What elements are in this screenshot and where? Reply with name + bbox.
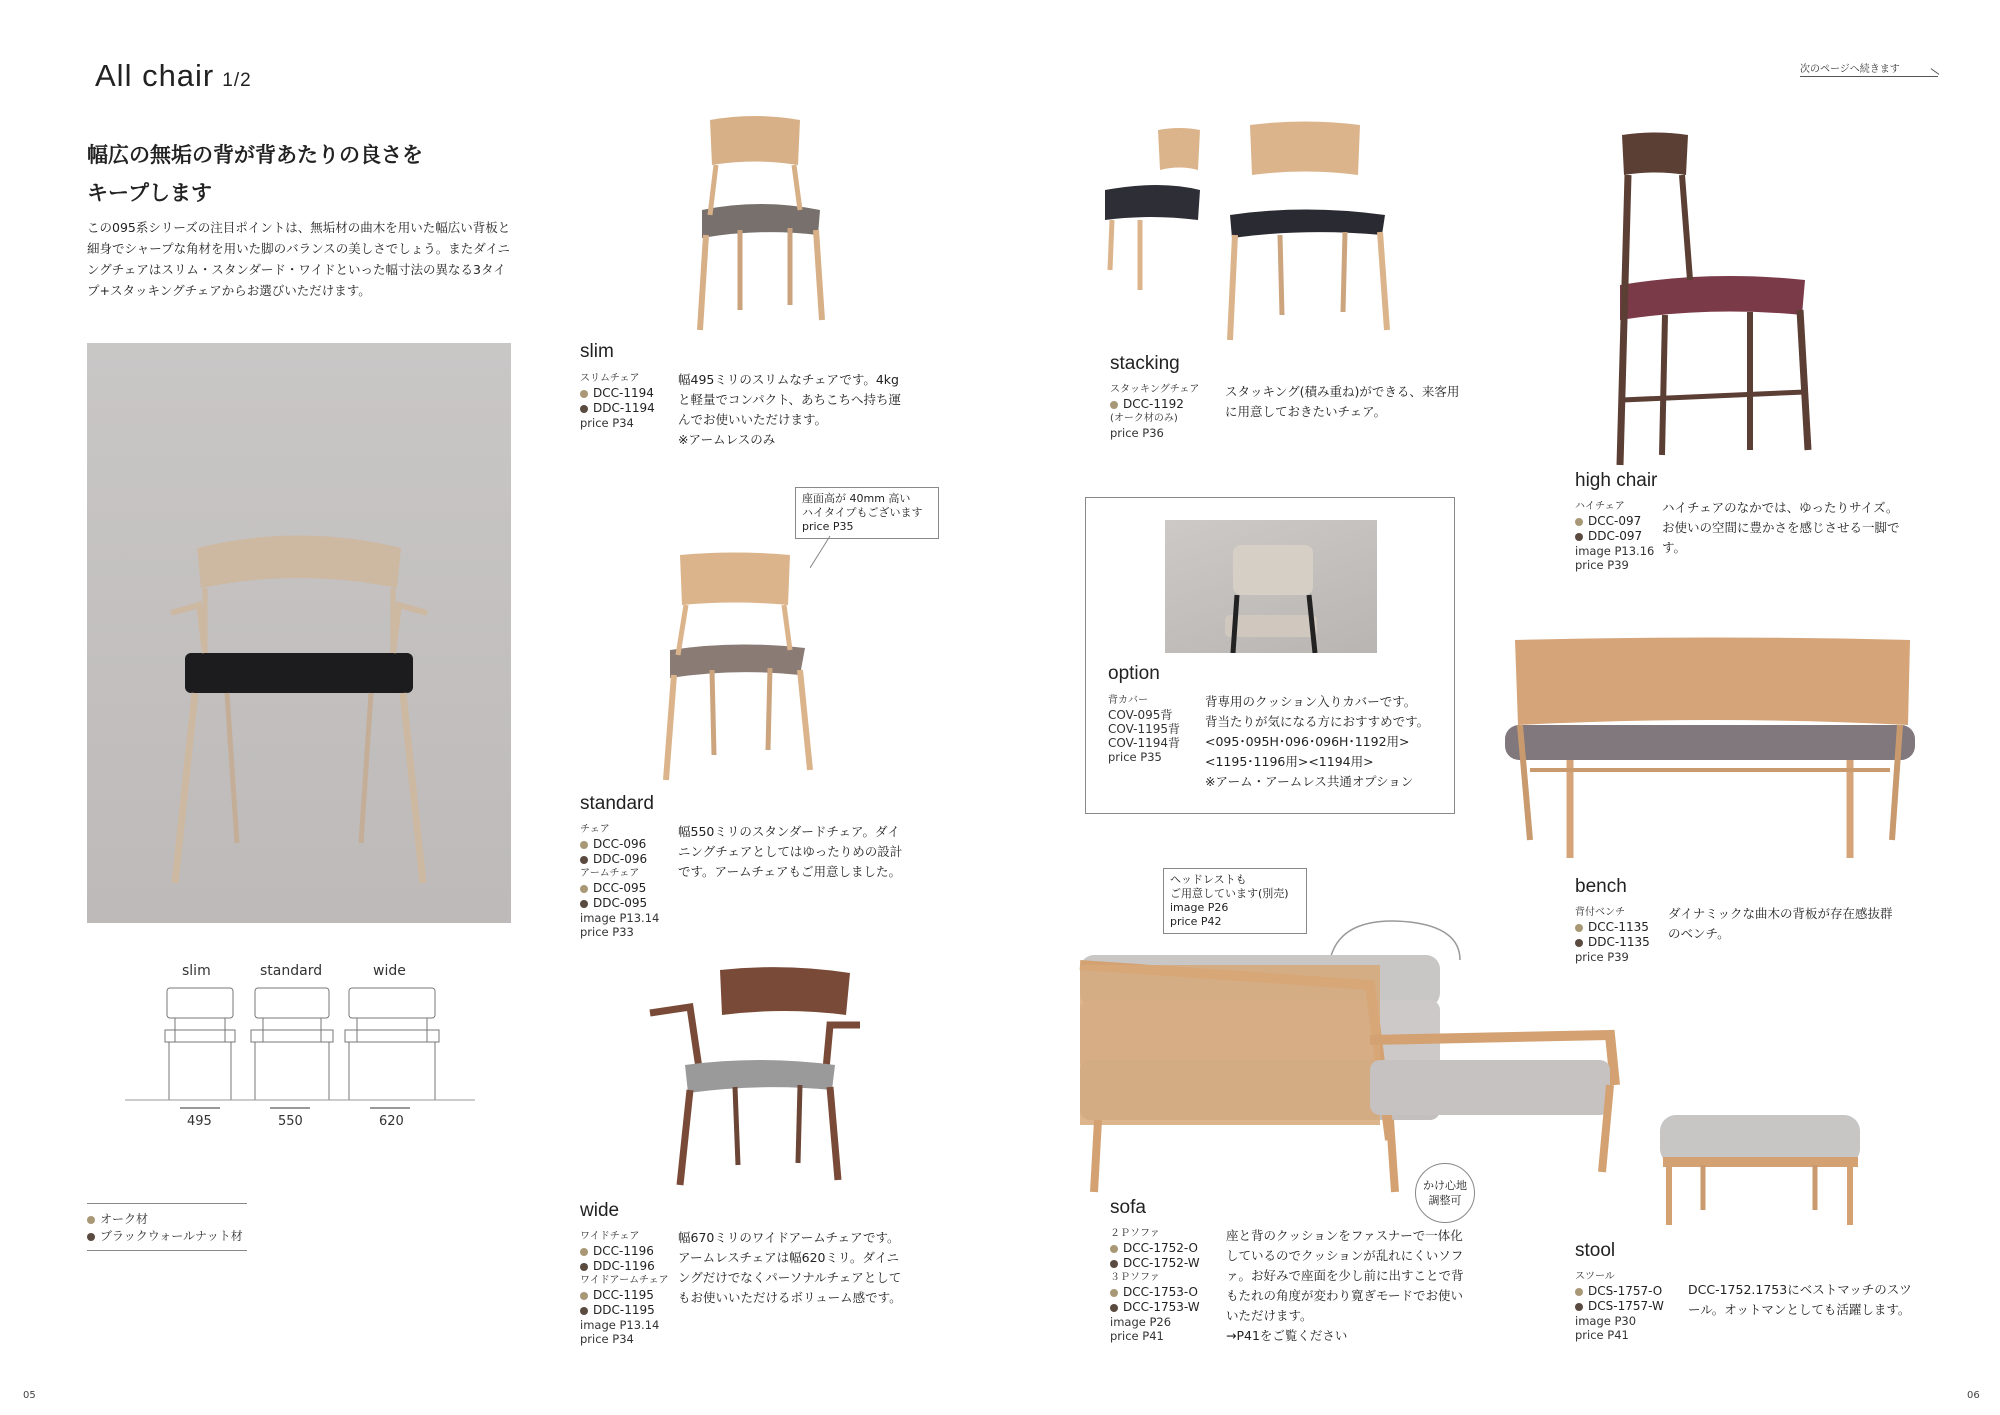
oak-dot-icon xyxy=(1575,1288,1583,1296)
slim-code-oak: DCC-1194 xyxy=(593,386,654,400)
standard-chair-photo xyxy=(640,550,820,785)
walnut-dot-icon xyxy=(1110,1260,1118,1268)
size-width-wide: 620 xyxy=(379,1114,404,1129)
slim-price: price P34 xyxy=(580,416,634,430)
standard-desc: 幅550ミリのスタンダードチェア。ダイニングチェアとしてはゆったりめの設計です。アームチェアもご用意しました。 xyxy=(678,824,903,879)
sofa-name: sofa xyxy=(1110,1197,1146,1218)
stool-desc: DCC-1752.1753にベストマッチのスツール。オットマンとしても活躍します。 xyxy=(1688,1282,1912,1317)
stacking-type: スタッキングチェア xyxy=(1110,384,1200,395)
comfort-adjustable-badge: かけ心地 調整可 xyxy=(1415,1163,1475,1223)
page-number-right: 06 xyxy=(1967,1390,1980,1401)
standard-name: standard xyxy=(580,793,654,814)
stacking-note: (オーク材のみ) xyxy=(1110,413,1178,424)
oak-dot-icon xyxy=(580,885,588,893)
size-width-slim: 495 xyxy=(187,1114,212,1129)
wide-desc: 幅670ミリのワイドアームチェアです。アームレスチェアは幅620ミリ。ダイニングだけでなくパーソナルチェアとしてもお使いいただけるボリューム感です。 xyxy=(678,1230,902,1305)
stool-name: stool xyxy=(1575,1240,1616,1261)
standard-type2: アームチェア xyxy=(580,868,640,879)
standard-image-ref: image P13.14 xyxy=(580,911,660,925)
sofa-page-link[interactable]: →P41をご覧ください xyxy=(1226,1328,1348,1343)
size-label-standard: standard xyxy=(260,963,323,979)
walnut-dot-icon xyxy=(580,1307,588,1315)
oak-dot-icon xyxy=(580,1248,588,1256)
wide-type2: ワイドアームチェア xyxy=(580,1275,669,1286)
walnut-swatch-icon xyxy=(87,1233,95,1241)
slim-specs xyxy=(580,372,655,430)
headline-line2: キープします xyxy=(87,181,212,205)
option-type: 背カバー xyxy=(1108,695,1148,706)
slim-name: slim xyxy=(580,341,614,362)
bench-specs: 背付ベンチ DCC-1135 DDC-1135 price P39 xyxy=(1575,907,1650,964)
size-outline-drawings xyxy=(125,960,475,1140)
stool-specs: スツール DCS-1757-O DCS-1757-W image P30 price P41 xyxy=(1575,1271,1664,1342)
standard-type1: チェア xyxy=(580,824,610,835)
headline-line1: 幅広の無垢の背が背あたりの良さを xyxy=(87,143,423,167)
option-name: option xyxy=(1108,663,1160,684)
stool-photo xyxy=(1655,1105,1865,1230)
size-label-wide: wide xyxy=(373,963,406,979)
oak-dot-icon xyxy=(580,841,588,849)
walnut-dot-icon xyxy=(580,856,588,864)
sofa-price: price P41 xyxy=(1110,1329,1164,1343)
next-page-underline xyxy=(1800,76,1938,77)
headrest-callout: ヘッドレストも ご用意しています(別売) image P26 price P42 xyxy=(1163,868,1307,934)
high-chair-specs: ハイチェア DCC-097 DDC-097 image P13.16 price P39 xyxy=(1575,501,1655,572)
option-cover-photo xyxy=(1165,520,1377,653)
option-price: price P35 xyxy=(1108,750,1162,764)
size-label-slim: slim xyxy=(182,963,211,979)
wide-image-ref: image P13.14 xyxy=(580,1318,660,1332)
sofa-desc: 座と背のクッションをファスナーで一体化しているのでクッションが乱れにくいソファ。お好みで座面を少し前に出すことで背もたれの角度が変わり寛ぎモードでお使いいただけます。 →P41をご覧ください xyxy=(1226,1226,1466,1346)
high-chair-desc: ハイチェアのなかでは、ゆったりサイズ。お使いの空間に豊かさを感じさせる一脚です。 xyxy=(1662,500,1900,555)
high-chair-photo xyxy=(1600,130,1820,470)
size-diagram xyxy=(125,960,475,1140)
bench-photo xyxy=(1500,630,1920,860)
sofa-image-ref: image P26 xyxy=(1110,1315,1172,1329)
high-chair-type: ハイチェア xyxy=(1575,501,1625,512)
walnut-dot-icon xyxy=(1575,1303,1583,1311)
page-title-sub: 1/2 xyxy=(222,70,252,91)
option-code-1: COV-095背 xyxy=(1108,708,1173,722)
stool-price: price P41 xyxy=(1575,1328,1629,1342)
bench-name: bench xyxy=(1575,876,1627,897)
wide-price: price P34 xyxy=(580,1332,634,1346)
slim-code-walnut: DDC-1194 xyxy=(593,401,655,415)
oak-dot-icon xyxy=(1110,1245,1118,1253)
option-desc: 背専用のクッション入りカバーです。 背当たりが気になる方におすすめです。 <095･095H･096･096H･1192用> <1195･1196用><1194用> ※アーム・アームレス共通オプション xyxy=(1205,694,1430,789)
slim-desc: 幅495ミリのスリムなチェアです。4kgと軽量でコンパクト、あちこちへ持ち運んでお使いいただけます。 ※アームレスのみ xyxy=(678,370,908,450)
walnut-dot-icon xyxy=(580,900,588,908)
standard-high-type-callout: 座面高が 40mm 高い ハイタイプもございます price P35 xyxy=(795,487,939,539)
next-page-note[interactable]: 次のページへ続きます xyxy=(1800,64,1900,75)
page-number-left: 05 xyxy=(23,1390,36,1401)
oak-swatch-icon xyxy=(87,1216,95,1224)
hero-armchair-photo xyxy=(87,343,511,923)
oak-dot-icon xyxy=(1110,1289,1118,1297)
legend-bottom-rule xyxy=(87,1250,247,1251)
oak-dot-icon xyxy=(1575,518,1583,526)
stool-image-ref: image P30 xyxy=(1575,1314,1637,1328)
legend-walnut: ブラックウォールナット材 xyxy=(100,1229,243,1243)
intro-body: この095系シリーズの注目ポイントは、無垢材の曲木を用いた幅広い背板と細身でシャープな角材を用いた脚のバランスの美しさでしょう。またダイニングチェアはスリム・スタンダード・ワイドといった幅寸法の異なる3タイプ+スタッキングチェアからお選びいただけます。 xyxy=(87,220,511,298)
legend-top-rule xyxy=(87,1203,247,1204)
walnut-dot-icon xyxy=(580,405,588,413)
walnut-dot-icon xyxy=(1575,533,1583,541)
stacking-name: stacking xyxy=(1110,353,1180,374)
oak-dot-icon xyxy=(580,1292,588,1300)
sofa-type1: ２Ｐソファ xyxy=(1110,1228,1160,1239)
slim-note: ※アームレスのみ xyxy=(678,432,776,447)
bench-price: price P39 xyxy=(1575,950,1629,964)
legend xyxy=(87,1212,243,1244)
sofa-photo xyxy=(1070,910,1630,1195)
standard-price: price P33 xyxy=(580,925,634,939)
option-specs xyxy=(1108,694,1180,764)
headrest-outline xyxy=(1330,921,1460,960)
walnut-dot-icon xyxy=(580,1263,588,1271)
option-code-3: COV-1194背 xyxy=(1108,736,1180,750)
size-width-standard: 550 xyxy=(278,1114,303,1129)
standard-specs: チェア DCC-096 DDC-096 アームチェア DCC-095 DDC-095 image P13.14 price P33 xyxy=(580,824,660,939)
page-title: All chair 1/2 xyxy=(95,58,252,93)
oak-dot-icon xyxy=(580,390,588,398)
high-chair-name: high chair xyxy=(1575,470,1658,491)
slim-chair-photo xyxy=(640,110,860,335)
bench-desc: ダイナミックな曲木の背板が存在感抜群のベンチ。 xyxy=(1668,906,1893,941)
stool-type: スツール xyxy=(1575,1271,1615,1282)
wide-type1: ワイドチェア xyxy=(580,1231,640,1242)
sofa-type2: ３Ｐソファ xyxy=(1110,1272,1160,1283)
slim-type: スリムチェア xyxy=(580,373,640,384)
oak-dot-icon xyxy=(1110,401,1118,409)
legend-oak: オーク材 xyxy=(100,1212,149,1226)
option-code-2: COV-1195背 xyxy=(1108,722,1180,736)
stacking-price: price P36 xyxy=(1110,426,1164,440)
stacking-desc: スタッキング(積み重ね)ができる、来客用に用意しておきたいチェア。 xyxy=(1225,384,1460,419)
intro-headline xyxy=(87,136,517,212)
bench-type: 背付ベンチ xyxy=(1575,907,1625,918)
high-chair-image-ref: image P13.16 xyxy=(1575,544,1655,558)
sofa-specs: ２Ｐソファ DCC-1752-O DCC-1752-W ３Ｐソファ DCC-1753-O DCC-1753-W image P26 price P41 xyxy=(1110,1228,1200,1343)
stacking-chair-photo xyxy=(1100,120,1420,345)
walnut-dot-icon xyxy=(1110,1304,1118,1312)
wide-name: wide xyxy=(580,1200,620,1221)
wide-specs: ワイドチェア DCC-1196 DDC-1196 ワイドアームチェア DCC-1195 DDC-1195 image P13.14 price P34 xyxy=(580,1231,669,1346)
stacking-specs: スタッキングチェア DCC-1192 (オーク材のみ) price P36 xyxy=(1110,384,1200,440)
high-chair-price: price P39 xyxy=(1575,558,1629,572)
wide-armchair-photo xyxy=(640,965,870,1190)
